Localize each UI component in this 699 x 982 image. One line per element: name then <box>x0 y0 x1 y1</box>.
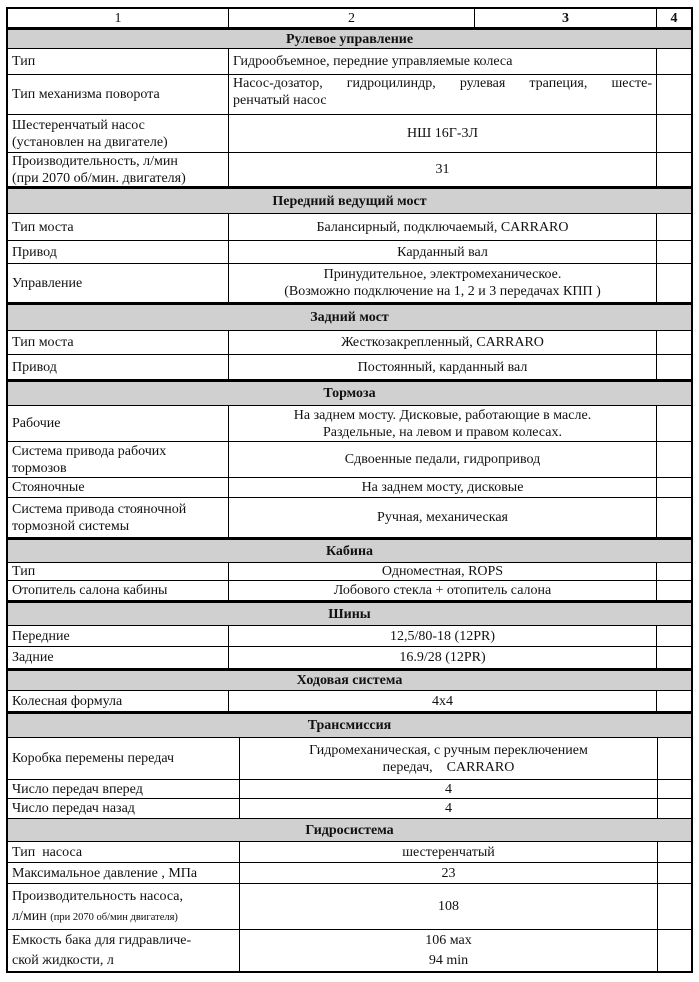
row-label: Тип моста <box>12 219 74 235</box>
row-note <box>656 691 691 711</box>
row-label: Стояночные <box>12 480 85 495</box>
row-label: Колесная формула <box>12 693 123 709</box>
row-value: Жесткозакрепленный, CARRARO <box>228 331 656 354</box>
table-row <box>6 646 693 668</box>
section-running-gear <box>6 668 693 690</box>
row-value: Балансирный, подключаемый, CARRARO <box>228 214 656 240</box>
row-label: Тип <box>12 54 36 69</box>
row-note <box>656 498 691 537</box>
row-value: 12,5/80-18 (12PR) <box>228 626 656 646</box>
row-value: На заднем мосту, дисковые <box>228 478 656 497</box>
row-note <box>656 241 691 263</box>
row-value: На заднем мосту. Дисковые, работающие в масле. Раздельные, на левом и правом колесах. <box>228 406 656 441</box>
section-title: Трансмиссия <box>8 714 691 737</box>
section-title: Тормоза <box>8 382 691 405</box>
table-row <box>6 497 693 537</box>
row-note <box>656 115 691 152</box>
row-note <box>656 153 691 186</box>
section-tires <box>6 600 693 625</box>
table-row <box>6 737 693 779</box>
row-value: Гидромеханическая, с ручным переключением передач, CARRARO <box>239 738 657 779</box>
row-label: Передние <box>12 628 70 644</box>
table-row <box>6 213 693 240</box>
section-title: Передний ведущий мост <box>8 189 691 213</box>
row-label: Привод <box>12 244 57 260</box>
table-row <box>6 798 693 818</box>
section-title: Гидросистема <box>8 819 691 841</box>
row-label: Отопитель салона кабины <box>12 583 168 598</box>
table-row <box>6 690 693 711</box>
row-note <box>656 581 691 600</box>
table-row <box>6 580 693 600</box>
row-value: Насос-дозатор, гидроцилиндр, рулевая трапеция, шесте- ренчатый насос <box>228 75 656 114</box>
row-value: шестеренчатый <box>239 842 657 862</box>
row-value: Постоянный, карданный вал <box>228 355 656 379</box>
row-label: Система привода стояночной тормозной системы <box>12 501 187 534</box>
row-value: 23 <box>239 863 657 883</box>
row-label: Тип <box>12 564 36 579</box>
row-value: Одноместная, ROPS <box>228 563 656 580</box>
row-note <box>656 75 691 114</box>
row-label: Привод <box>12 359 57 375</box>
table-row <box>6 562 693 580</box>
section-title: Задний мост <box>8 305 691 330</box>
row-label: Тип механизма поворота <box>12 87 160 102</box>
table-row <box>6 625 693 646</box>
section-front-axle <box>6 186 693 213</box>
row-note <box>657 799 691 818</box>
row-note <box>656 406 691 441</box>
section-brakes <box>6 379 693 405</box>
row-note <box>656 214 691 240</box>
table-row <box>6 74 693 114</box>
row-label: Производительность насоса, л/мин (при 2070 об/мин двигателя) <box>12 888 183 924</box>
table-row <box>6 354 693 379</box>
row-note <box>656 355 691 379</box>
col-number-4: 4 <box>656 9 691 27</box>
table-row <box>6 48 693 74</box>
table-row <box>6 441 693 477</box>
row-label: Шестеренчатый насос (установлен на двигателе) <box>12 117 168 150</box>
section-rear-axle <box>6 302 693 330</box>
section-transmission <box>6 711 693 737</box>
row-label: Число передач назад <box>12 801 135 816</box>
col-number-2: 2 <box>228 9 474 27</box>
row-label: Задние <box>12 650 54 665</box>
row-value: 4 <box>239 780 657 798</box>
row-value: НШ 16Г-3Л <box>228 115 656 152</box>
row-label: Коробка перемены передач <box>12 751 175 766</box>
section-title: Рулевое управление <box>8 30 691 48</box>
table-row <box>6 114 693 152</box>
row-value: 4x4 <box>228 691 656 711</box>
row-value: Гидрообъемное, передние управляемые колеса <box>228 49 656 74</box>
row-note <box>656 478 691 497</box>
row-note <box>656 49 691 74</box>
row-label: Число передач вперед <box>12 781 143 797</box>
table-row <box>6 263 693 302</box>
row-value: 4 <box>239 799 657 818</box>
row-note <box>656 264 691 302</box>
row-note <box>656 647 691 668</box>
table-row <box>6 929 693 973</box>
row-note <box>657 863 691 883</box>
col-number-3: 3 <box>474 9 656 27</box>
row-label: Управление <box>12 275 83 291</box>
table-row <box>6 883 693 929</box>
row-note <box>657 842 691 862</box>
row-label: Рабочие <box>12 416 61 431</box>
row-value: Лобового стекла + отопитель салона <box>228 581 656 600</box>
row-label: Тип насоса <box>12 844 83 860</box>
row-value: Ручная, механическая <box>228 498 656 537</box>
table-row <box>6 240 693 263</box>
section-title: Кабина <box>8 540 691 562</box>
table-row <box>6 152 693 186</box>
row-value: Сдвоенные педали, гидропривод <box>228 442 656 477</box>
table-row <box>6 330 693 354</box>
table-row <box>6 779 693 798</box>
row-value: 31 <box>228 153 656 186</box>
row-note <box>657 780 691 798</box>
row-note <box>656 442 691 477</box>
section-cabin <box>6 537 693 562</box>
table-row <box>6 405 693 441</box>
row-label: Максимальное давление , МПа <box>12 865 198 881</box>
section-title: Ходовая система <box>8 671 691 690</box>
table-row <box>6 841 693 862</box>
row-note <box>657 884 691 929</box>
row-label: Производительность, л/мин (при 2070 об/мин. двигателя) <box>12 153 186 186</box>
row-note <box>656 331 691 354</box>
row-value: Принудительное, электромеханическое. (Возможно подключение на 1, 2 и 3 передачах КПП ) <box>228 264 656 302</box>
row-label: Система привода рабочих тормозов <box>12 443 167 476</box>
row-value: Карданный вал <box>228 241 656 263</box>
row-note <box>657 930 691 971</box>
row-label: Тип моста <box>12 335 74 350</box>
row-label: Емкость бака для гидравличе- ской жидкости, л <box>12 933 192 968</box>
section-title: Шины <box>8 603 691 625</box>
column-number-row <box>6 7 693 27</box>
row-value: 16.9/28 (12PR) <box>228 647 656 668</box>
section-steering <box>6 27 693 48</box>
row-note <box>656 626 691 646</box>
row-value: 106 мах 94 min <box>239 930 657 971</box>
row-note <box>657 738 691 779</box>
table-row <box>6 862 693 883</box>
table-row <box>6 477 693 497</box>
row-note <box>656 563 691 580</box>
section-hydraulics <box>6 818 693 841</box>
row-value: 108 <box>239 884 657 929</box>
col-number-1: 1 <box>114 10 122 26</box>
